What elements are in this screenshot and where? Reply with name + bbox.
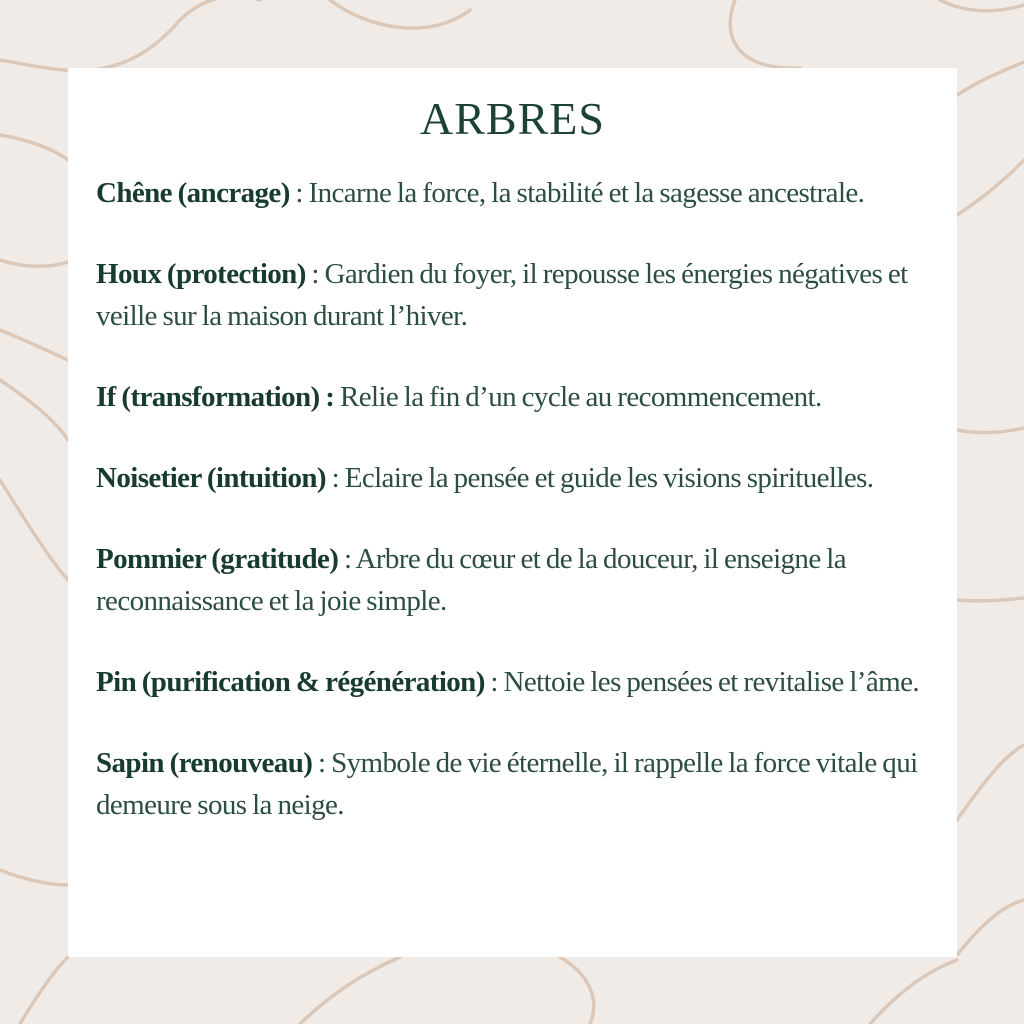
wavy-line <box>957 62 1024 95</box>
tree-entry-noisetier <box>96 457 929 499</box>
wavy-line <box>0 260 68 266</box>
entry-name: Pin (purification & régénération) <box>96 666 485 698</box>
entry-separator: : <box>484 666 504 698</box>
wavy-line <box>20 957 68 1024</box>
tree-entry-pin <box>96 661 929 703</box>
wavy-line <box>0 330 68 360</box>
wavy-line <box>957 745 1024 820</box>
wavy-line <box>957 428 1024 433</box>
entry-name: Noisetier (intuition) <box>96 462 326 494</box>
entry-description: Gardien du foyer, il repousse les énergies négatives et veille sur la maison durant l’hiver. <box>96 258 908 332</box>
wavy-line <box>0 870 68 885</box>
wavy-line <box>870 960 957 1024</box>
tree-entry-sapin <box>96 742 929 826</box>
entry-description: Relie la fin d’un cycle au recommencement. <box>339 381 822 413</box>
wavy-line <box>0 480 68 580</box>
entry-description: Incarne la force, la stabilité et la sagesse ancestrale. <box>308 177 865 209</box>
wavy-line <box>0 380 68 440</box>
entry-separator: : <box>338 543 356 575</box>
tree-entry-houx <box>96 253 929 337</box>
wavy-line <box>957 160 1024 215</box>
wavy-line <box>330 0 470 28</box>
entry-name: Chêne (ancrage) <box>96 177 290 209</box>
entry-name: Pommier (gratitude) <box>96 543 339 575</box>
wavy-line <box>957 598 1024 601</box>
wavy-line <box>0 0 260 70</box>
tree-entry-chene <box>96 172 929 214</box>
entry-separator: : <box>289 177 309 209</box>
page-title: ARBRES <box>420 93 605 144</box>
entry-separator: : <box>312 747 332 779</box>
wavy-line <box>0 135 68 160</box>
entry-separator: : <box>305 258 325 290</box>
tree-list <box>96 172 929 826</box>
entry-name: If (transformation) : <box>96 381 335 413</box>
entry-description: Nettoie les pensées et revitalise l’âme. <box>503 666 920 698</box>
wavy-line <box>730 0 800 68</box>
tree-entry-pommier <box>96 538 929 622</box>
wavy-line <box>940 0 1024 11</box>
wavy-line <box>957 900 1024 955</box>
entry-description: Symbole de vie éternelle, il rappelle la force vitale qui demeure sous la neige. <box>96 747 918 821</box>
wavy-line <box>300 957 400 1024</box>
tree-entry-if <box>96 376 929 418</box>
entry-description: Arbre du cœur et de la douceur, il enseigne la reconnaissance et la joie simple. <box>96 543 846 617</box>
wavy-line <box>560 957 594 1024</box>
entry-description: Eclaire la pensée et guide les visions spirituelles. <box>344 462 874 494</box>
entry-name: Sapin (renouveau) <box>96 747 313 779</box>
entry-name: Houx (protection) <box>96 258 306 290</box>
entry-separator: : <box>325 462 345 494</box>
content-card <box>68 68 957 957</box>
